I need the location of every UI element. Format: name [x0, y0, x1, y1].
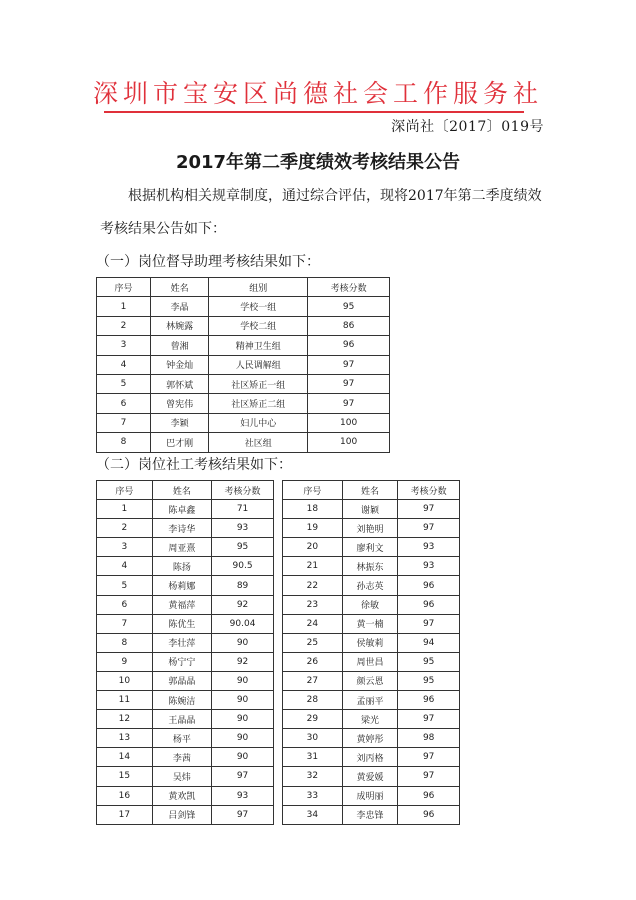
table-cell: 黄欢凯 [152, 786, 211, 805]
table-cell: 钟金灿 [151, 355, 209, 374]
table-row [283, 691, 460, 710]
table-cell: 黄福萍 [152, 595, 211, 614]
table-cell: 26 [283, 652, 343, 671]
table-row [283, 633, 460, 652]
table-row [97, 557, 274, 576]
column-header: 组别 [209, 278, 308, 297]
table-cell: 孟丽平 [342, 691, 398, 710]
table-cell: 90 [212, 729, 274, 748]
table-cell: 15 [97, 767, 153, 786]
table-cell: 陈婉洁 [152, 691, 211, 710]
table-cell: 2 [97, 519, 153, 538]
table-cell: 社区组 [209, 433, 308, 452]
table-row [283, 729, 460, 748]
table-row [97, 336, 390, 355]
table-row [97, 595, 274, 614]
table-row [97, 729, 274, 748]
table-row [97, 297, 390, 316]
table-cell: 人民调解组 [209, 355, 308, 374]
table-row [283, 557, 460, 576]
table-cell: 李忠锋 [342, 805, 398, 824]
table-cell: 89 [212, 576, 274, 595]
table-cell: 97 [398, 519, 460, 538]
table-cell: 93 [212, 786, 274, 805]
table-row [283, 671, 460, 690]
table-cell: 7 [97, 413, 151, 432]
table-cell: 14 [97, 748, 153, 767]
table-cell: 93 [398, 557, 460, 576]
table-row [97, 500, 274, 519]
table-cell: 97 [308, 355, 390, 374]
table-header-row [97, 481, 274, 500]
table-row [97, 433, 390, 452]
table-cell: 95 [398, 652, 460, 671]
table-cell: 23 [283, 595, 343, 614]
table-cell: 4 [97, 557, 153, 576]
table-cell: 29 [283, 710, 343, 729]
table-cell: 97 [398, 614, 460, 633]
table-cell: 95 [212, 538, 274, 557]
table-cell: 侯敏莉 [342, 633, 398, 652]
table-cell: 吴炜 [152, 767, 211, 786]
table-cell: 学校一组 [209, 297, 308, 316]
table-row [97, 519, 274, 538]
table-cell: 33 [283, 786, 343, 805]
table-cell: 96 [398, 576, 460, 595]
table-row [97, 652, 274, 671]
section2-heading: （二）岗位社工考核结果如下： [96, 457, 292, 473]
table-cell: 郭怀斌 [151, 374, 209, 393]
column-header: 考核分数 [308, 278, 390, 297]
social-worker-table-left [96, 480, 274, 825]
intro-text: 根据机构相关规章制度，通过综合评估，现将2017年第二季度绩效考核结果公告如下： [100, 188, 542, 237]
table-cell: 86 [308, 316, 390, 335]
document-title: 2017年第二季度绩效考核结果公告 [175, 152, 461, 173]
table-cell: 24 [283, 614, 343, 633]
table-row [283, 767, 460, 786]
table-cell: 4 [97, 355, 151, 374]
table-row [283, 786, 460, 805]
column-header: 考核分数 [212, 481, 274, 500]
table-cell: 13 [97, 729, 153, 748]
table-row [97, 767, 274, 786]
table-row [283, 614, 460, 633]
table-cell: 27 [283, 671, 343, 690]
table-cell: 学校二组 [209, 316, 308, 335]
table-cell: 96 [398, 691, 460, 710]
table-cell: 28 [283, 691, 343, 710]
table-cell: 社区矫正一组 [209, 374, 308, 393]
table-row [97, 805, 274, 824]
table-cell: 98 [398, 729, 460, 748]
table-cell: 8 [97, 433, 151, 452]
table-row [97, 710, 274, 729]
table-row [283, 595, 460, 614]
table-cell: 93 [398, 538, 460, 557]
table-cell: 1 [97, 500, 153, 519]
table-row [283, 538, 460, 557]
table-cell: 孙志英 [342, 576, 398, 595]
table-cell: 林振东 [342, 557, 398, 576]
table-cell: 97 [308, 394, 390, 413]
column-header: 姓名 [151, 278, 209, 297]
table-row [97, 394, 390, 413]
table-cell: 陈扬 [152, 557, 211, 576]
table-cell: 李颖 [151, 413, 209, 432]
table-cell: 93 [212, 519, 274, 538]
table-cell: 100 [308, 433, 390, 452]
column-header: 序号 [97, 278, 151, 297]
column-header: 姓名 [342, 481, 398, 500]
table-cell: 90 [212, 671, 274, 690]
table-cell: 17 [97, 805, 153, 824]
table-cell: 92 [212, 652, 274, 671]
table-row [97, 748, 274, 767]
table-cell: 7 [97, 614, 153, 633]
table-cell: 90.04 [212, 614, 274, 633]
table-cell: 12 [97, 710, 153, 729]
table-cell: 王晶晶 [152, 710, 211, 729]
table-cell: 杨莉娜 [152, 576, 211, 595]
table-cell: 11 [97, 691, 153, 710]
table-cell: 5 [97, 374, 151, 393]
table-cell: 李晶 [151, 297, 209, 316]
table-cell: 黄婷彤 [342, 729, 398, 748]
table-cell: 96 [398, 595, 460, 614]
table-row [97, 374, 390, 393]
column-header: 序号 [97, 481, 153, 500]
table-cell: 郭晶晶 [152, 671, 211, 690]
table-cell: 杨宁宁 [152, 652, 211, 671]
table-cell: 精神卫生组 [209, 336, 308, 355]
table-row [97, 633, 274, 652]
table-row [97, 691, 274, 710]
table-row [97, 316, 390, 335]
table-cell: 30 [283, 729, 343, 748]
table-cell: 95 [308, 297, 390, 316]
table-cell: 吕剑锋 [152, 805, 211, 824]
table-row [97, 576, 274, 595]
organization-header: 深圳市宝安区尚德社会工作服务社 [92, 79, 543, 108]
table-cell: 妇儿中心 [209, 413, 308, 432]
column-header: 序号 [283, 481, 343, 500]
table-cell: 刘艳明 [342, 519, 398, 538]
table-cell: 9 [97, 652, 153, 671]
table-cell: 颜云恩 [342, 671, 398, 690]
table-cell: 谢颖 [342, 500, 398, 519]
table-cell: 李茜 [152, 748, 211, 767]
table-cell: 95 [398, 671, 460, 690]
table-cell: 8 [97, 633, 153, 652]
column-header: 姓名 [152, 481, 211, 500]
table-row [283, 576, 460, 595]
table-cell: 96 [308, 336, 390, 355]
table-cell: 25 [283, 633, 343, 652]
table-cell: 刘丙格 [342, 748, 398, 767]
table-cell: 97 [212, 767, 274, 786]
table-cell: 21 [283, 557, 343, 576]
table-cell: 林婉露 [151, 316, 209, 335]
table-row [97, 786, 274, 805]
table-cell: 3 [97, 538, 153, 557]
section1-heading: （一）岗位督导助理考核结果如下： [96, 254, 320, 270]
table-cell: 杨平 [152, 729, 211, 748]
table-cell: 31 [283, 748, 343, 767]
table-cell: 李壮萍 [152, 633, 211, 652]
table-cell: 陈优生 [152, 614, 211, 633]
table-cell: 97 [212, 805, 274, 824]
table-cell: 96 [398, 786, 460, 805]
table-row [283, 748, 460, 767]
table-cell: 10 [97, 671, 153, 690]
table-cell: 曾湘 [151, 336, 209, 355]
table-cell: 廖利文 [342, 538, 398, 557]
table-cell: 97 [398, 767, 460, 786]
table-cell: 6 [97, 595, 153, 614]
table-cell: 16 [97, 786, 153, 805]
table-header-row [97, 278, 390, 297]
table-cell: 34 [283, 805, 343, 824]
table-cell: 曾宪伟 [151, 394, 209, 413]
table-cell: 6 [97, 394, 151, 413]
document-number: 深尚社〔2017〕019号 [391, 119, 544, 135]
table-cell: 成明丽 [342, 786, 398, 805]
table-row [97, 355, 390, 374]
red-divider [104, 111, 524, 113]
table-row [283, 805, 460, 824]
table-cell: 90 [212, 633, 274, 652]
table-row [283, 710, 460, 729]
table-cell: 22 [283, 576, 343, 595]
table-row [97, 614, 274, 633]
table-row [97, 538, 274, 557]
table-row [283, 500, 460, 519]
table-cell: 97 [308, 374, 390, 393]
social-worker-table-right [282, 480, 460, 825]
table-cell: 徐敏 [342, 595, 398, 614]
table-cell: 周亚熹 [152, 538, 211, 557]
table-row [97, 413, 390, 432]
table-cell: 90 [212, 710, 274, 729]
table-cell: 96 [398, 805, 460, 824]
table-cell: 李诗华 [152, 519, 211, 538]
table-cell: 97 [398, 500, 460, 519]
table-row [283, 652, 460, 671]
table-cell: 黄一楠 [342, 614, 398, 633]
table-cell: 3 [97, 336, 151, 355]
table-cell: 20 [283, 538, 343, 557]
table-cell: 90 [212, 691, 274, 710]
table-cell: 社区矫正二组 [209, 394, 308, 413]
table-header-row [283, 481, 460, 500]
supervisor-assistant-table [96, 277, 390, 453]
table-cell: 100 [308, 413, 390, 432]
table-cell: 梁光 [342, 710, 398, 729]
table-cell: 90 [212, 748, 274, 767]
table-cell: 黄爱媛 [342, 767, 398, 786]
table-cell: 94 [398, 633, 460, 652]
table-cell: 18 [283, 500, 343, 519]
table-cell: 1 [97, 297, 151, 316]
table-cell: 90.5 [212, 557, 274, 576]
table-cell: 97 [398, 710, 460, 729]
table-cell: 巴才刚 [151, 433, 209, 452]
table-cell: 71 [212, 500, 274, 519]
column-header: 考核分数 [398, 481, 460, 500]
table-row [283, 519, 460, 538]
table-cell: 97 [398, 748, 460, 767]
table-cell: 5 [97, 576, 153, 595]
table-cell: 19 [283, 519, 343, 538]
table-cell: 陈卓鑫 [152, 500, 211, 519]
table-cell: 周世昌 [342, 652, 398, 671]
intro-paragraph [100, 180, 550, 246]
table-cell: 32 [283, 767, 343, 786]
table-cell: 2 [97, 316, 151, 335]
table-row [97, 671, 274, 690]
table-cell: 92 [212, 595, 274, 614]
